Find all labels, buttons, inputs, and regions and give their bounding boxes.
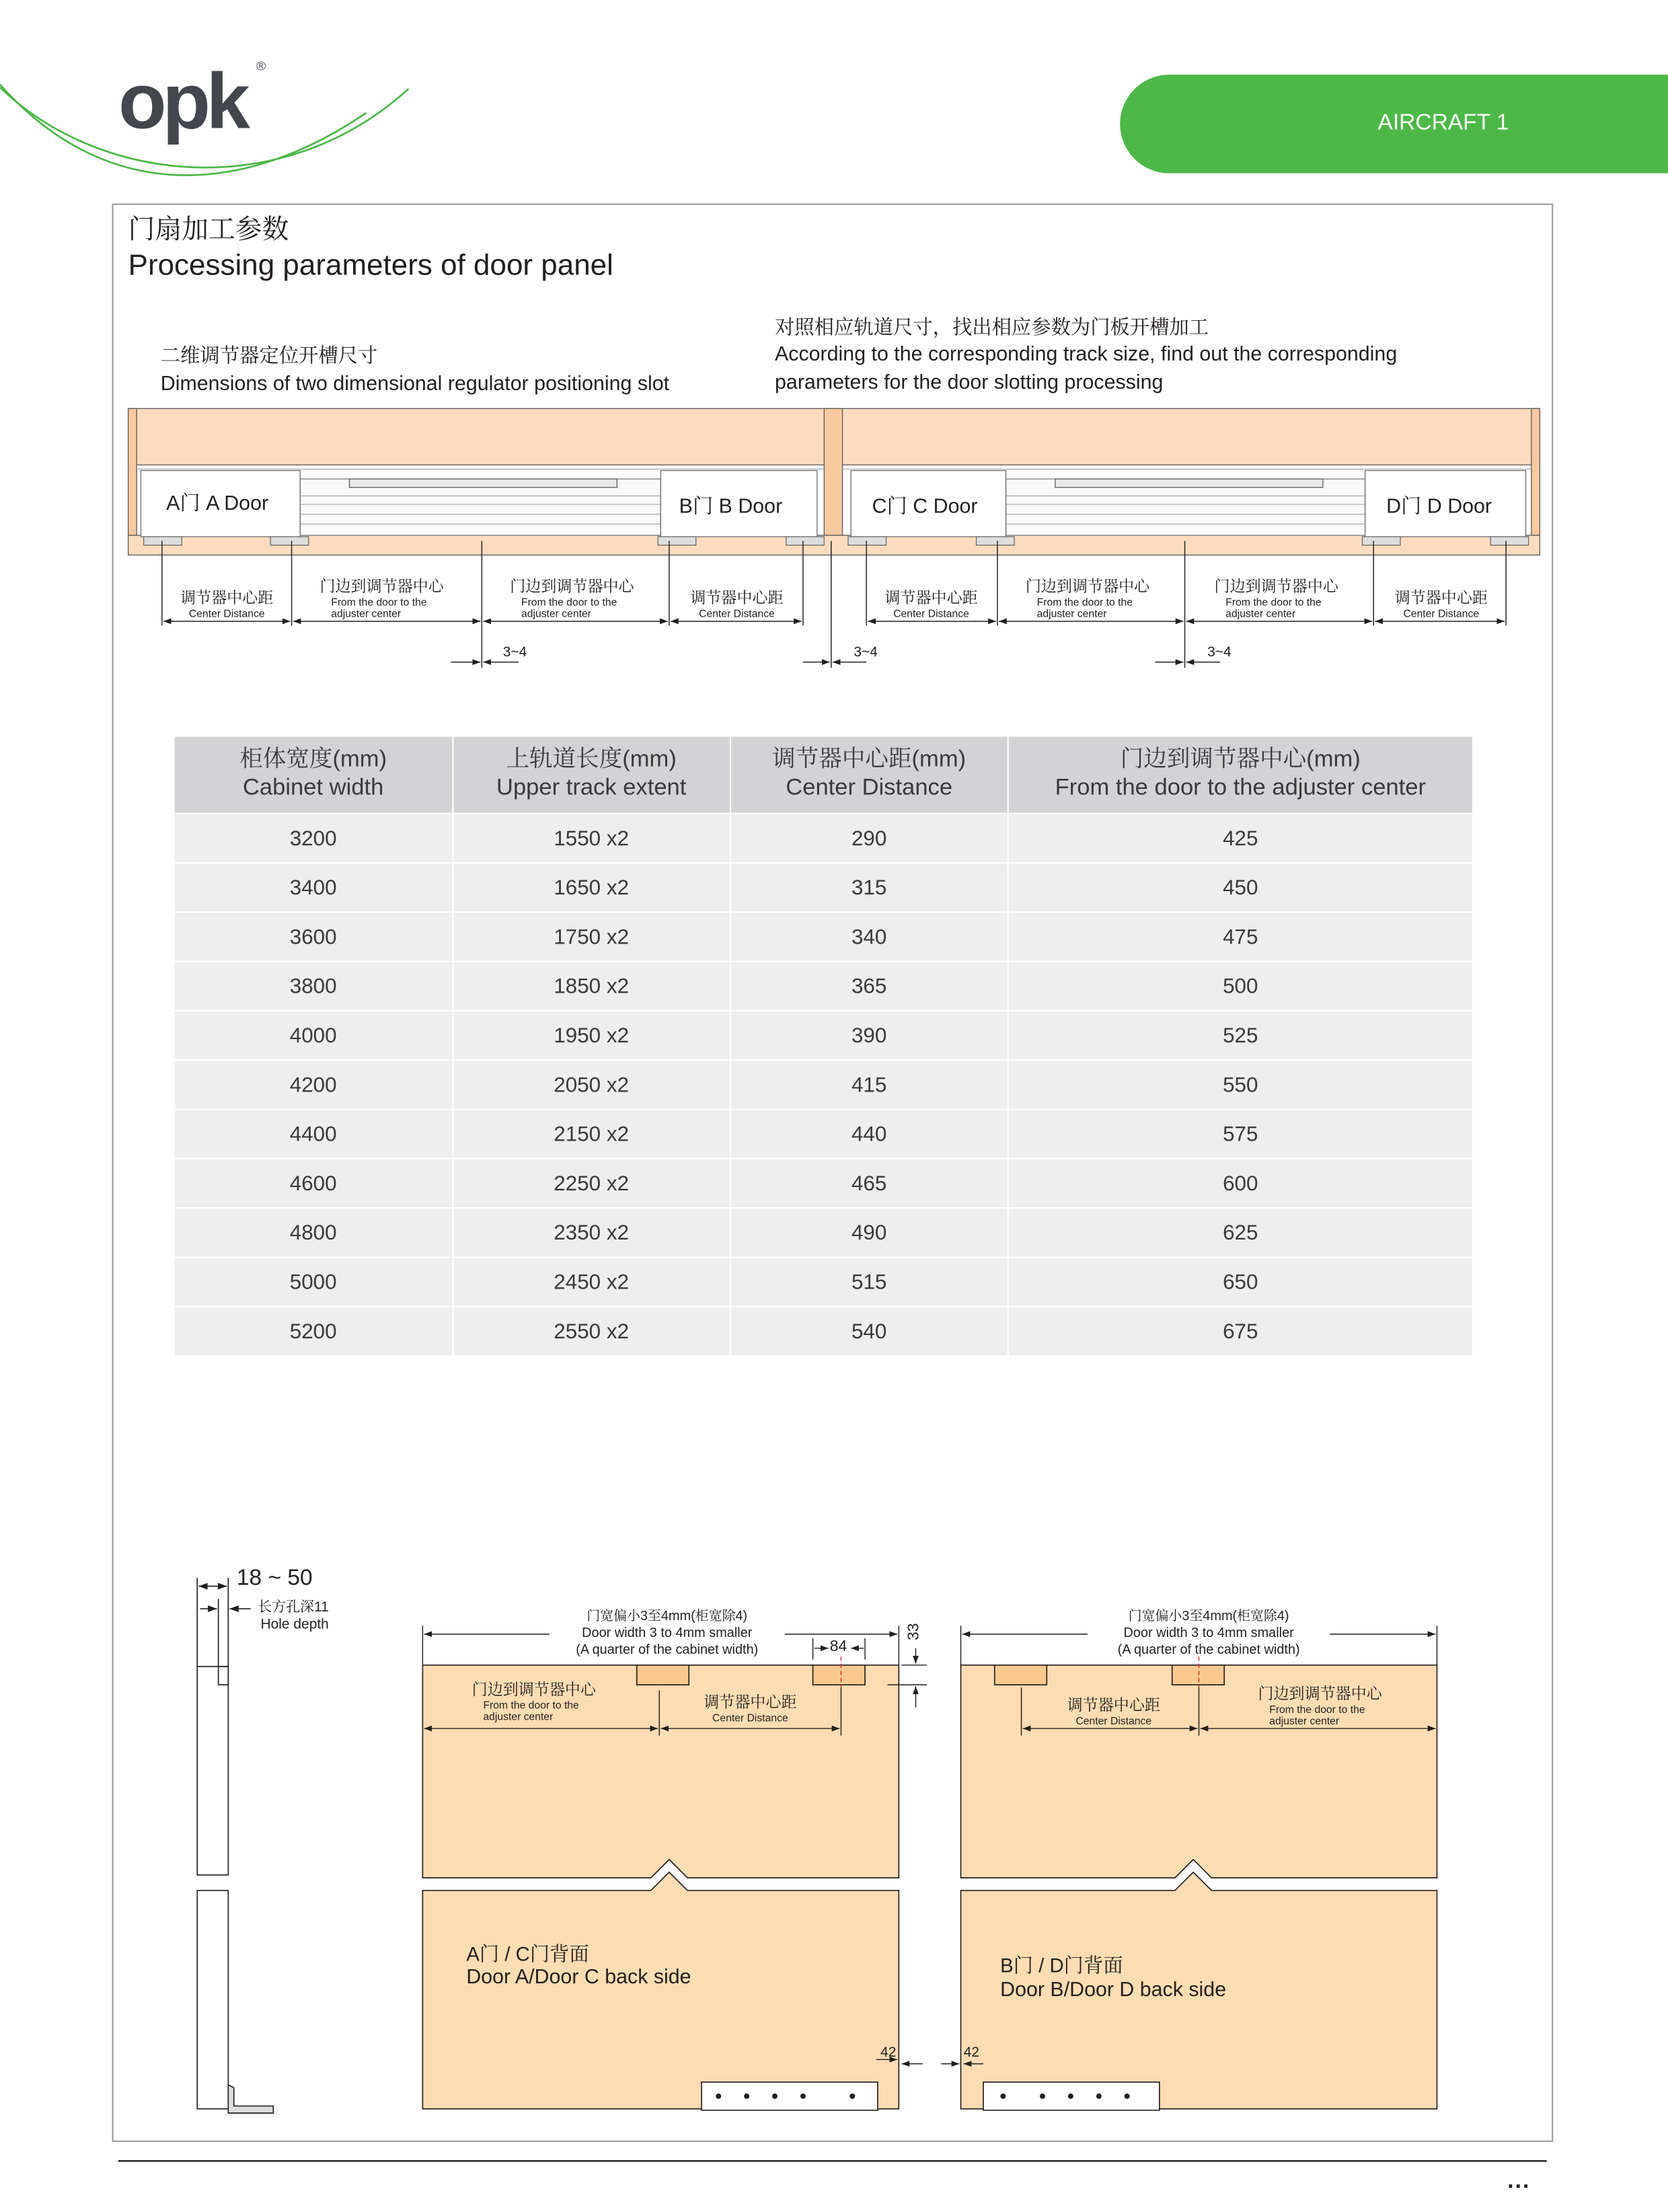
label-en: From the door to the [331,596,427,609]
table-cell: 365 [730,962,1008,1011]
bracket-offset-ac: 42 [880,2045,897,2061]
dim-center-distance [672,586,802,619]
table-cell: 440 [730,1109,1008,1158]
door-panels [422,1665,1437,2110]
table-cell: 2050 x2 [453,1060,730,1109]
label-en: adjuster center [1036,606,1107,619]
label-en: Center Distance [893,607,969,620]
panel-b-edge-label: 门边到调节器中心 From the door to the adjuster center [1258,1686,1382,1726]
table-cell: 1850 x2 [453,962,730,1011]
section-title-cn: 门扇加工参数 [128,215,289,245]
table-cell: 3400 [175,863,453,912]
section-title-en: Processing parameters of door panel [128,249,613,282]
back-side-ac-cn: A门 / C门背面 [466,1942,589,1965]
parameter-table [175,736,1474,1355]
door-a-label: A门 A Door [166,493,269,516]
table-cell: 1550 x2 [453,814,730,863]
table-cell: 2450 x2 [453,1257,730,1306]
dim-door-to-adjuster [510,575,634,619]
table-cell: 415 [730,1060,1008,1109]
table-cell: 4000 [175,1011,453,1060]
bracket-offset-bd: 42 [963,2045,980,2061]
table-row [175,1109,1473,1158]
panel-a-center-label: 调节器中心距 Center Distance [704,1694,797,1724]
dim-center-distance [1376,586,1506,619]
table-cell: 340 [730,912,1008,961]
label-cn: 门边到调节器中心 [319,578,444,597]
hole-depth-cn: 长方孔深11 [258,1600,329,1616]
table-cell: 4400 [175,1109,453,1158]
dim-door-to-adjuster [319,575,443,619]
table-cell: 5000 [175,1257,453,1306]
door-width-note-ac: 门宽偏小3至4mm(柜宽除4) Door width 3 to 4mm smaller (A quarter of the cabinet width) [576,1609,759,1658]
dim-door-to-adjuster [1026,575,1149,619]
dim-center-distance [162,586,292,619]
table-cell: 315 [730,863,1008,912]
opk-logo: opk [118,56,246,145]
table-cell: 500 [1008,962,1473,1011]
slot-width-84: 84 [829,1638,847,1656]
door-width-note-bd: 门宽偏小3至4mm(柜宽除4) Door width 3 to 4mm smaller (A quarter of the cabinet width) [1117,1609,1300,1658]
table-cell: 1950 x2 [453,1011,730,1060]
label-cn: 调节器中心距 [1394,590,1488,607]
door-profile-section [197,1578,273,2113]
back-side-bd-en: Door B/Door D back side [1000,1979,1227,2002]
table-cell: 600 [1008,1159,1473,1208]
right-caption-cn: 对照相应轨道尺寸，找出相应参数为门板开槽加工 [775,315,1209,338]
slot-depth-33: 33 [905,1623,923,1641]
table-cell: 575 [1008,1109,1473,1158]
dim-center-distance [866,586,996,619]
table-cell: 465 [730,1159,1008,1208]
table-row [175,1060,1473,1109]
table-cell: 650 [1008,1257,1473,1306]
label-en: Center Distance [1403,607,1480,620]
table-cell: 515 [730,1257,1008,1306]
label-en: From the door to the [1225,596,1322,609]
door-c-label: C门 C Door [872,496,978,519]
header-badge: AIRCRAFT 1 [1377,111,1509,136]
table-row [175,863,1473,912]
back-side-bd-cn: B门 / D门背面 [1000,1954,1123,1977]
table-cell: 550 [1008,1060,1473,1109]
table-cell: 4600 [175,1159,453,1208]
panel-a-edge-label: 门边到调节器中心 From the door to the adjuster center [471,1681,597,1722]
label-en: adjuster center [521,606,591,619]
table-cell: 2350 x2 [453,1208,730,1257]
door-b-label: B门 B Door [679,496,783,519]
table-cell: 475 [1008,912,1473,961]
table-cell: 2150 x2 [453,1109,730,1158]
label-cn: 门边到调节器中心 [1025,578,1150,597]
door-d-label: D门 D Door [1386,496,1492,519]
col-door-to-adjuster: 门边到调节器中心(mm) From the door to the adjuster center [1008,736,1473,813]
table-row [175,962,1473,1011]
table-cell: 390 [730,1011,1008,1060]
footer-dots: ... [1507,2169,1531,2194]
dim-door-to-adjuster [1215,575,1338,619]
table-cell: 2250 x2 [453,1159,730,1208]
table-cell: 1650 x2 [453,863,730,912]
table-cell: 5200 [175,1307,453,1355]
panel-b-center-label: 调节器中心距 Center Distance [1067,1697,1160,1727]
table-cell: 4200 [175,1060,453,1109]
label-en: From the door to the [1036,596,1133,609]
table-cell: 3600 [175,912,453,961]
registered-mark: ® [256,59,266,73]
table-cell: 625 [1008,1208,1473,1257]
label-cn: 调节器中心距 [690,590,784,607]
table-cell: 675 [1008,1307,1473,1355]
table-cell: 525 [1008,1011,1473,1060]
table-row [175,1011,1473,1060]
table-cell: 425 [1008,814,1473,863]
right-caption-en1: According to the corresponding track size, find out the corresponding [775,344,1398,367]
table-cell: 3200 [175,814,453,863]
table-cell: 3800 [175,962,453,1011]
back-side-ac-en: Door A/Door C back side [466,1967,691,1989]
table-cell: 490 [730,1208,1008,1257]
col-cabinet-width: 柜体宽度(mm) Cabinet width [175,736,453,813]
label-en: adjuster center [1225,606,1296,619]
thickness-label: 18 ~ 50 [236,1566,313,1591]
left-caption-cn: 二维调节器定位开槽尺寸 [160,344,378,367]
table-cell: 540 [730,1307,1008,1355]
table-cell: 1750 x2 [453,912,730,961]
table-row [175,1257,1473,1306]
table-cell: 4800 [175,1208,453,1257]
label-en: From the door to the [521,596,617,609]
gap-label: 3~4 [502,645,527,661]
table-cell: 290 [730,814,1008,863]
col-center-distance: 调节器中心距(mm) Center Distance [730,736,1008,813]
label-en: adjuster center [331,606,402,619]
table-row [175,1307,1473,1355]
table-cell: 450 [1008,863,1473,912]
col-upper-track: 上轨道长度(mm) Upper track extent [453,736,730,813]
left-caption-en: Dimensions of two dimensional regulator positioning slot [160,373,670,396]
table-cell: 2550 x2 [453,1307,730,1355]
table-row [175,1159,1473,1208]
hole-depth-en: Hole depth [260,1617,329,1633]
right-caption-en2: parameters for the door slotting processing [775,371,1164,395]
table-row [175,912,1473,961]
label-cn: 门边到调节器中心 [1214,578,1338,597]
label-cn: 调节器中心距 [884,590,978,607]
gap-label: 3~4 [1207,645,1231,661]
cabinet-diagram [128,408,1540,555]
label-cn: 调节器中心距 [180,590,274,607]
gap-label: 3~4 [854,645,878,661]
label-cn: 门边到调节器中心 [510,578,634,597]
label-en: Center Distance [188,607,265,620]
table-row [175,814,1473,863]
label-en: Center Distance [699,607,775,620]
table-row [175,1208,1473,1257]
